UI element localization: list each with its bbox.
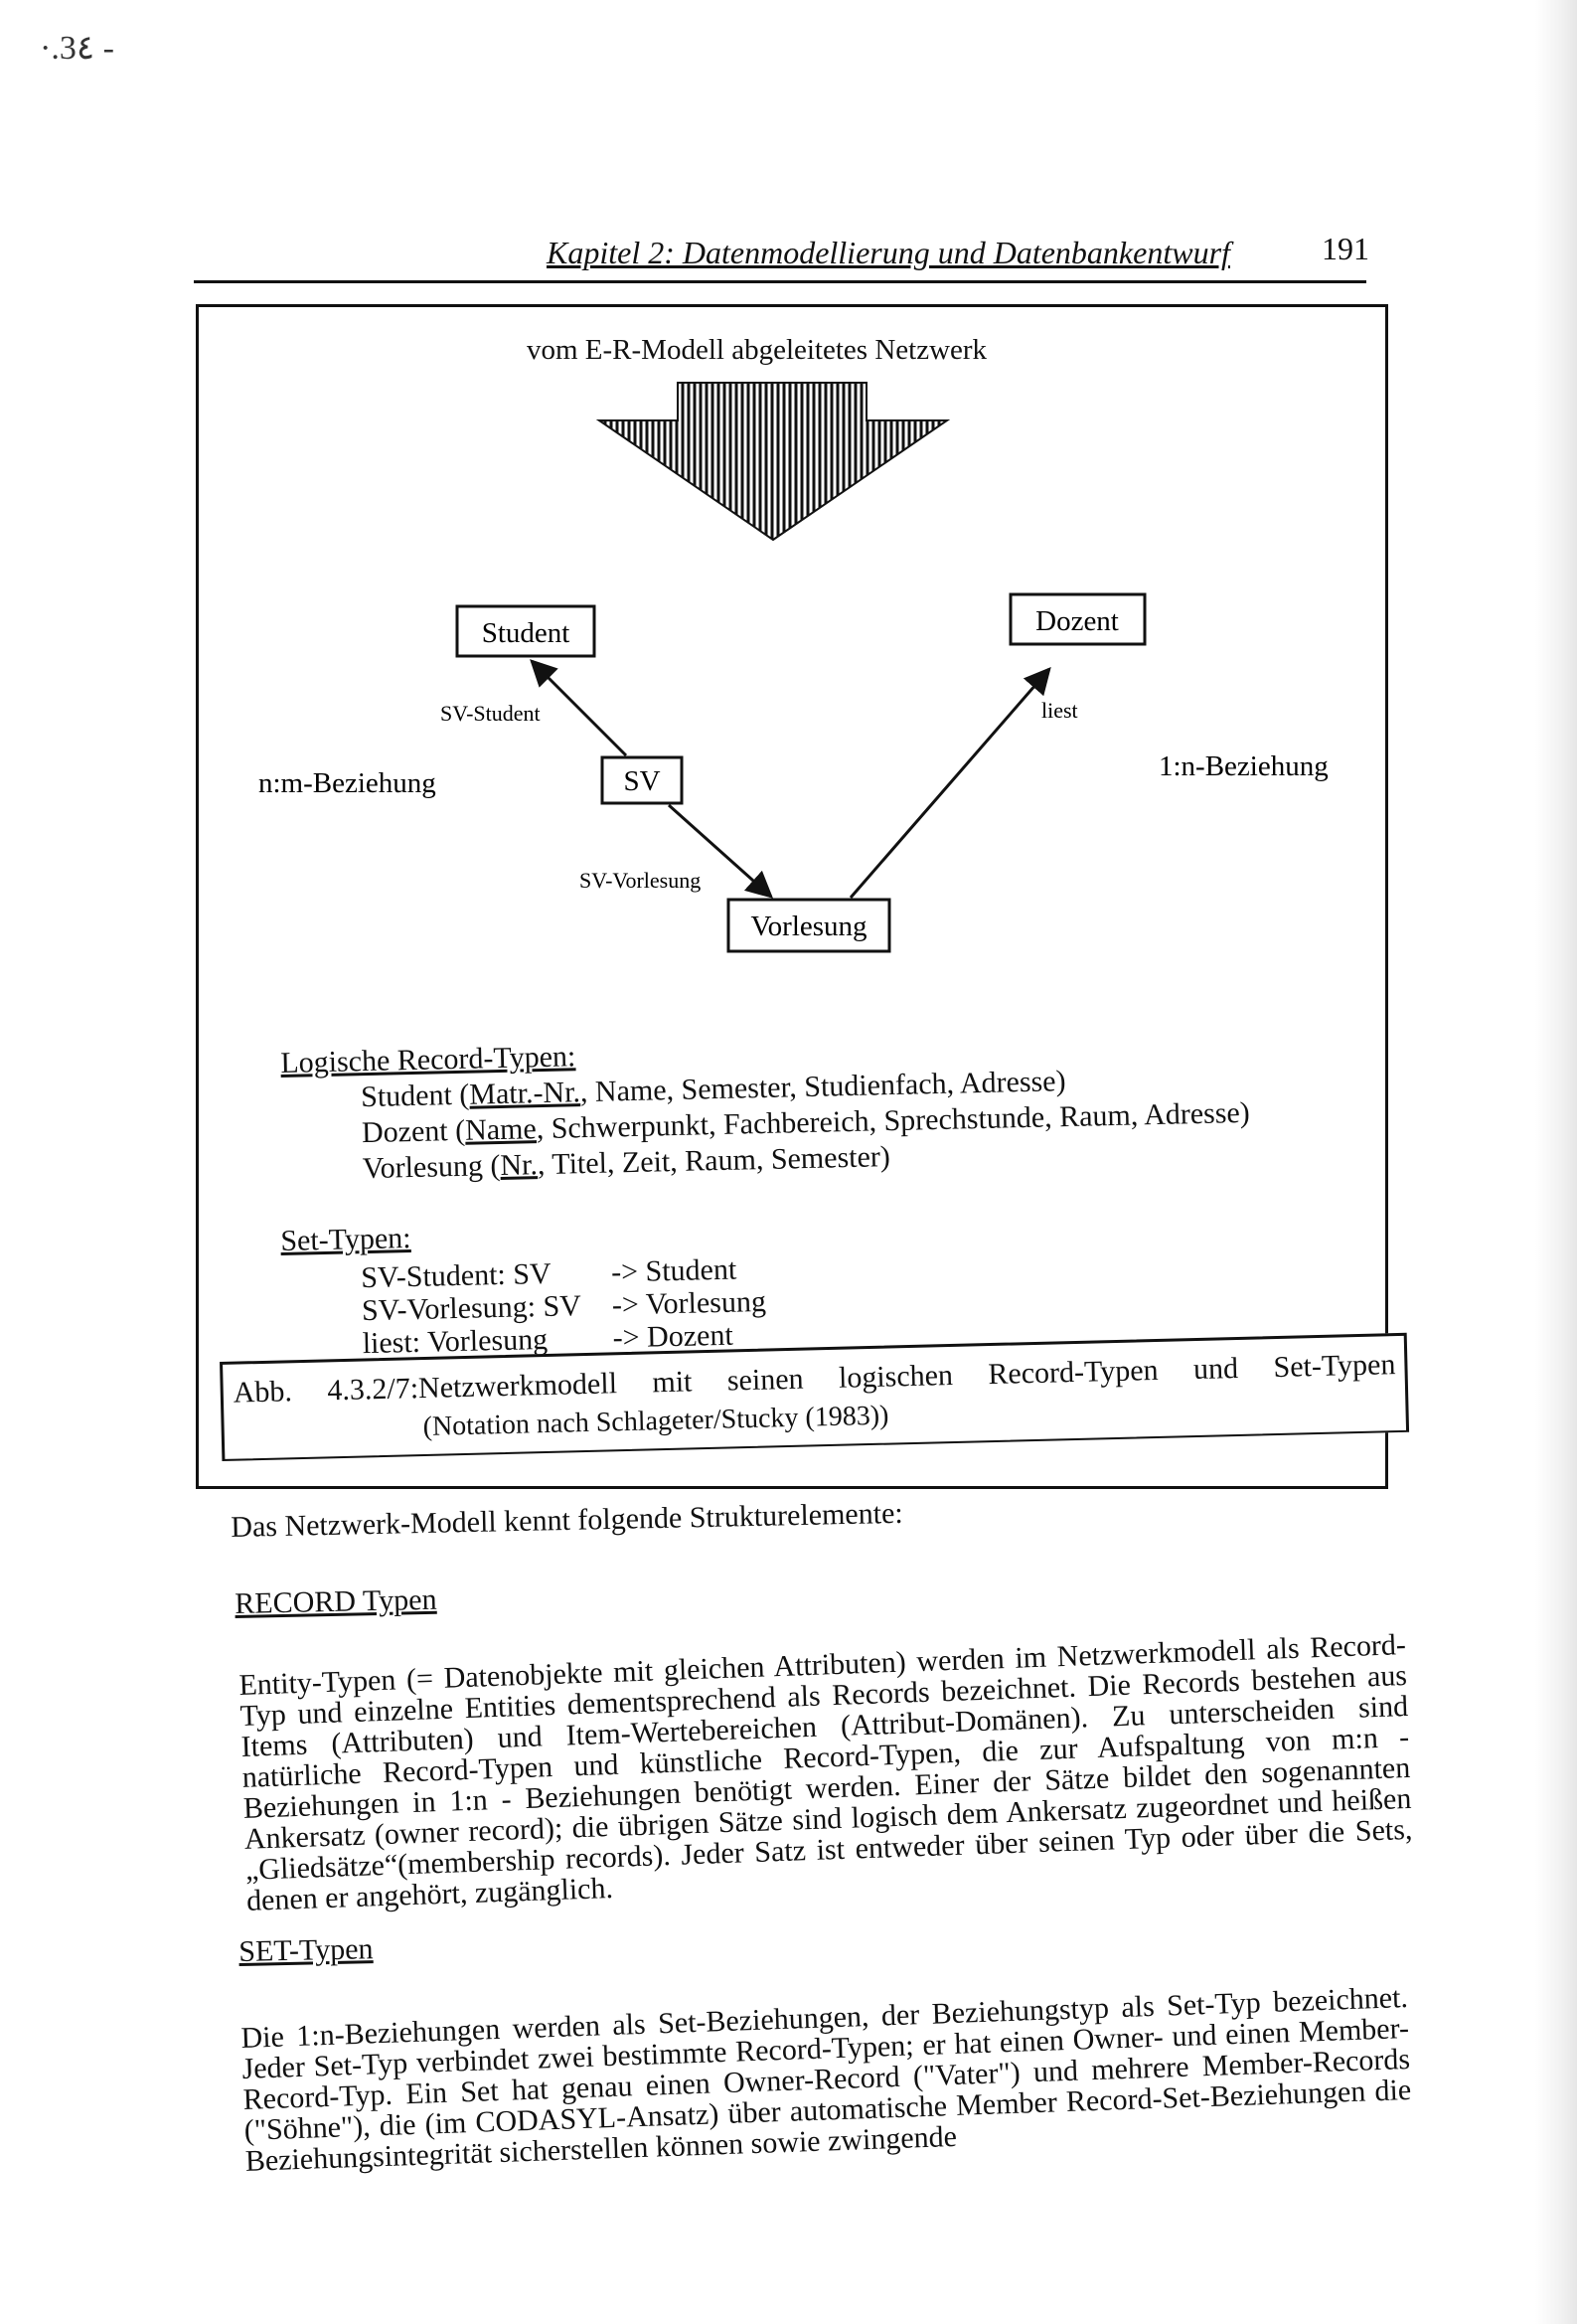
edge-sv-student (532, 661, 626, 755)
edge-label-sv-vorlesung: SV-Vorlesung (579, 868, 702, 893)
network-diagram (197, 368, 1387, 984)
figure-title: vom E-R-Modell abgeleitetes Netzwerk (527, 334, 988, 366)
node-dozent-label: Dozent (1035, 605, 1119, 637)
set-row-left: SV-Vorlesung: SV (361, 1289, 582, 1328)
edge-label-liest: liest (1041, 698, 1078, 723)
set-row-right: -> Vorlesung (611, 1284, 767, 1322)
caption-word: seinen (726, 1362, 804, 1398)
set-types-heading: Set-Typen: (280, 1222, 411, 1257)
record-vorlesung-key: Nr. (500, 1148, 539, 1183)
caption-line-2: (Notation nach Schlageter/Stucky (1983)) (422, 1400, 889, 1443)
caption-word: logischen (838, 1358, 954, 1395)
intro-sentence: Das Netzwerk-Modell kennt folgende Strukturelemente: (231, 1496, 903, 1544)
record-vorlesung-name: Vorlesung ( (362, 1149, 501, 1186)
scan-edge-shadow (1535, 0, 1577, 2324)
caption-word: Set-Typen (1273, 1348, 1396, 1385)
record-types-block (280, 1021, 1396, 1189)
caption-line-1 (233, 1348, 1395, 1411)
record-typen-paragraph: Entity-Typen (= Datenobjekte mit gleichen Attributen) werden im Netzwerkmodell als Record-Typ und einzelne Entities dementsprechend als Records bezeichnet. Die Records bestehen aus Items (Attributen) und Item-Wertebereichen (Attribut-Domänen). Zu unterscheiden sind natürliche Record-Typen und künstliche Record-Typen, die zur Aufspaltung von m:n - Beziehungen in 1:n - Beziehungen benötigt werden. Einer der Sätze bildet den sogenannten Ankersatz (owner record); die übrigen Sätze sind logisch dem Ankersatz zugeordnet und heißen „Gliedsätze“(membership records). Jeder Satz ist entweder über seinen Typ oder über die Sets, denen er angehört, zugänglich. (237, 1627, 1413, 1917)
record-student-key: Matr.-Nr. (468, 1076, 581, 1111)
margin-scrawl: ·.3٤ - (40, 30, 114, 67)
label-1n-beziehung: 1:n-Beziehung (1159, 750, 1329, 782)
set-row-right: -> Dozent (612, 1318, 734, 1355)
label-nm-beziehung: n:m-Beziehung (258, 767, 436, 799)
record-dozent-key: Name (464, 1112, 538, 1147)
set-row-left: SV-Student: SV (360, 1256, 552, 1295)
record-types-heading: Logische Record-Typen: (280, 1040, 576, 1079)
page-number: 191 (1322, 231, 1369, 266)
set-row-right: -> Student (610, 1252, 737, 1289)
record-student-name: Student ( (360, 1078, 470, 1114)
set-typen-heading: SET-Typen (238, 1932, 374, 1968)
caption-word: Abb. (233, 1375, 293, 1410)
record-dozent-name: Dozent ( (361, 1113, 466, 1150)
edge-label-sv-student: SV-Student (440, 701, 541, 726)
set-typen-paragraph: Die 1:n-Beziehungen werden als Set-Beziehungen, der Beziehungstyp als Set-Typ bezeichnet. Jeder Set-Typ verbindet zwei bestimmte Record-Typen; er hat einen Owner- und einen Member-Record-Typ. Ein Set hat genau einen Owner-Record ("Vater") und mehrere Member-Records ("Söhne"), die (im CODASYL-Ansatz) über automatische Member Record-Set-Beziehungen die Beziehungsintegrität sicherstellen können sowie zwingende (239, 1980, 1412, 2178)
record-typen-heading: RECORD Typen (235, 1582, 437, 1620)
caption-word: Record-Typen (988, 1353, 1159, 1392)
set-types-block (280, 1209, 979, 1362)
derivation-arrow (599, 383, 947, 540)
node-vorlesung-label: Vorlesung (750, 911, 867, 942)
caption-word: mit (652, 1365, 693, 1400)
record-dozent-attrs: , Schwerpunkt, Fachbereich, Sprechstunde, Raum, Adresse) (536, 1095, 1251, 1146)
record-student-attrs: , Name, Semester, Studienfach, Adresse) (579, 1065, 1066, 1109)
set-row-left: liest: Vorlesung (362, 1322, 549, 1361)
record-vorlesung-attrs: , Titel, Zeit, Raum, Semester) (537, 1140, 891, 1182)
running-title: Kapitel 2: Datenmodellierung und Datenbankentwurf (547, 235, 1230, 270)
caption-word: 4.3.2/7:Netzwerkmodell (327, 1367, 618, 1408)
caption-word: und (1192, 1351, 1239, 1387)
node-sv-label: SV (623, 765, 661, 797)
edge-liest (851, 669, 1049, 898)
node-student-label: Student (481, 617, 570, 649)
running-header (194, 231, 1369, 283)
